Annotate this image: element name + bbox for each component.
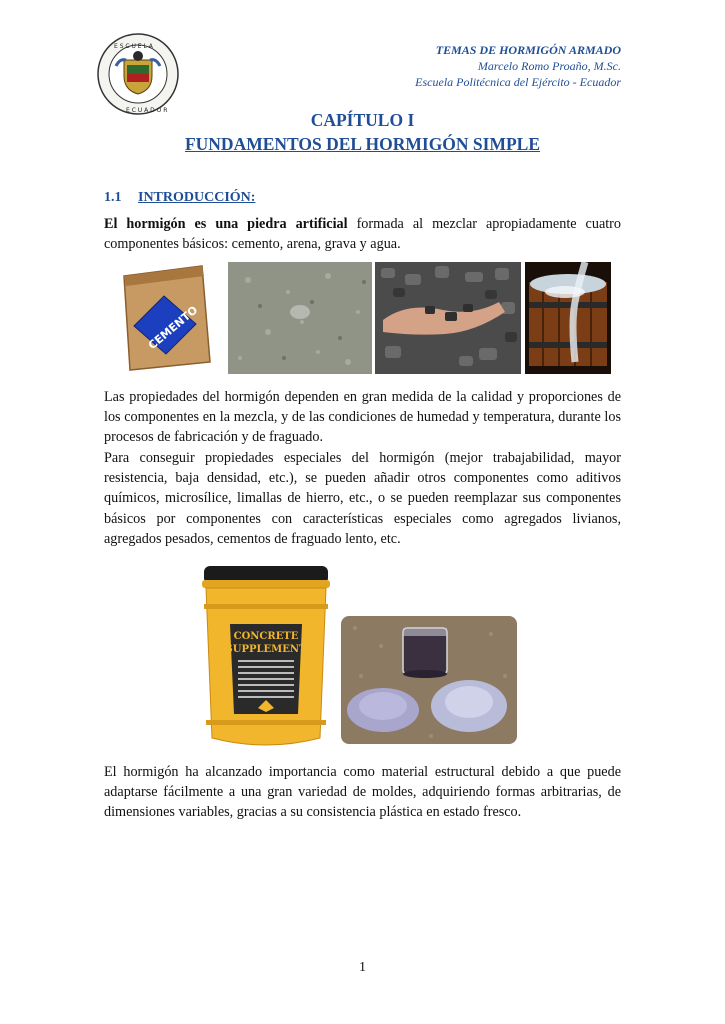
svg-text:E C U A D O R: E C U A D O R — [126, 107, 168, 114]
water-photo — [525, 262, 611, 374]
paragraph-intro — [104, 214, 621, 254]
section-title: INTRODUCCIÓN: — [138, 190, 256, 205]
institution-seal — [96, 32, 180, 116]
author-line: Marcelo Romo Proaño, M.Sc. — [477, 59, 621, 73]
chapter-title: FUNDAMENTOS DEL HORMIGÓN SIMPLE — [184, 134, 541, 154]
intro-definition: El hormigón es una piedra artificial — [104, 216, 348, 232]
series-title: TEMAS DE HORMIGÓN ARMADO — [435, 43, 621, 57]
cement-bag-text: CEMENTO — [145, 303, 201, 353]
svg-text:E S C U E L A: E S C U E L A — [114, 43, 153, 50]
paragraph-properties: Las propiedades del hormigón dependen en gran medida de la calidad y proporciones de los componentes en la mezcla, y de las condiciones de humedad y temperatura, durante los procesos de fabricación y de fraguado. — [104, 389, 621, 446]
bucket-label-line1: CONCRETE — [233, 631, 299, 642]
chapter-label: CAPÍTULO I — [310, 110, 415, 130]
sand-photo — [228, 262, 372, 374]
page-number: 1 — [359, 960, 366, 975]
institution-line: Escuela Politécnica del Ejército - Ecuador — [415, 75, 621, 89]
paragraph-special-properties: Para conseguir propiedades especiales del hormigón (mejor trabajabilidad, mayor resistencia, baja densidad, etc.), se pueden añadir otros componentes como aditivos químicos, microsílice, limallas de hierro, etc., o se pueden reemplazar sus componentes básicos por componentes con características especiales como agregados livianos, agregados pesados, cementos de fraguado lento, etc. — [104, 450, 621, 547]
section-number: 1.1 — [104, 190, 122, 205]
concrete-supplement-bucket-photo — [200, 560, 332, 752]
section-heading — [104, 190, 255, 206]
intro-rest: formada al mezclar apropiadamente cuatro componentes básicos: cemento, arena, grava y agua. — [104, 216, 621, 253]
bucket-label-line2: SUPPLEMENT — [225, 644, 307, 655]
paragraph-structural-importance: El hormigón ha alcanzado importancia como material estructural debido a que puede adaptarse fácilmente a una gran variedad de moldes, adquiriendo formas arbitrarias, de dimensiones variables, gracias a su consistencia plástica en estado fresco. — [104, 764, 621, 821]
chemical-additives-photo — [341, 616, 517, 744]
gravel-photo — [375, 262, 521, 374]
cement-bag-photo — [110, 262, 218, 374]
